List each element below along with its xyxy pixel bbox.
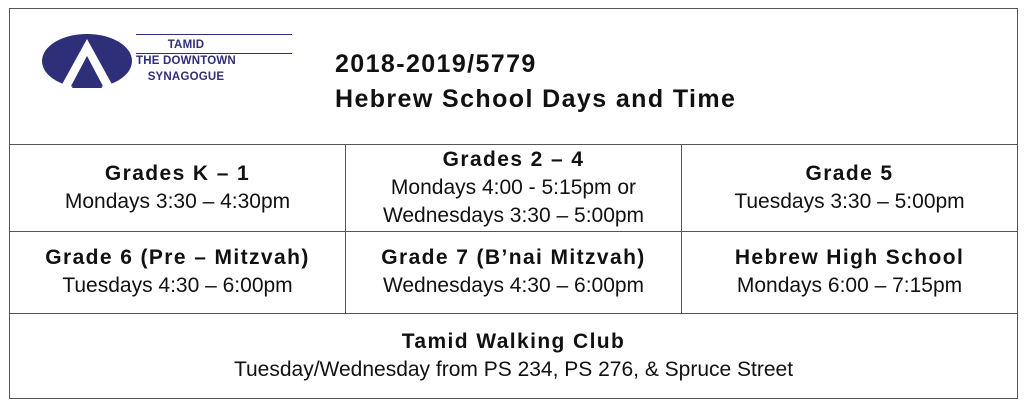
grade-time: Wednesdays 4:30 – 6:00pm <box>382 274 645 298</box>
grade-cell-high-school <box>682 232 1018 313</box>
grade-time: Mondays 6:00 – 7:15pm <box>736 274 963 298</box>
logo-line-downtown: THE DOWNTOWN <box>136 55 236 67</box>
grade-name: Grades K – 1 <box>104 161 251 185</box>
walking-club-cell <box>10 313 1018 398</box>
grades-row-1 <box>10 144 1018 231</box>
title-heading: Hebrew School Days and Time <box>335 85 737 113</box>
grade-name: Grade 5 <box>805 161 894 185</box>
synagogue-logo <box>42 32 302 92</box>
club-row <box>10 313 1018 398</box>
logo-emblem-icon <box>42 32 134 92</box>
logo-line-synagogue: SYNAGOGUE <box>147 71 225 83</box>
grade-name: Grade 7 (B’nai Mitzvah) <box>381 246 646 270</box>
logo-rule-middle <box>136 53 292 54</box>
grade-time: Tuesdays 3:30 – 5:00pm <box>734 189 965 213</box>
header-cell <box>10 9 1018 145</box>
grade-name: Grade 6 (Pre – Mitzvah) <box>45 246 310 270</box>
logo-line-tamid: TAMID <box>167 39 205 51</box>
logo-text <box>136 37 236 85</box>
grade-cell-7 <box>346 232 682 313</box>
grade-time: Mondays 3:30 – 4:30pm <box>64 189 291 213</box>
grade-cell-2-4 <box>346 144 682 231</box>
grade-cell-k-1 <box>10 144 346 231</box>
grade-time: Wednesdays 3:30 – 5:00pm <box>382 203 645 227</box>
schedule-table <box>9 8 1018 399</box>
page-title <box>335 47 736 117</box>
grade-cell-6 <box>10 232 346 313</box>
grade-cell-5 <box>682 144 1018 231</box>
grade-name: Hebrew High School <box>734 246 965 270</box>
club-name: Tamid Walking Club <box>401 329 626 353</box>
grade-time: Mondays 4:00 - 5:15pm or <box>390 175 637 199</box>
title-year: 2018-2019/5779 <box>335 50 537 78</box>
logo-rule-top <box>136 34 292 35</box>
header-row <box>10 9 1018 145</box>
grade-name: Grades 2 – 4 <box>442 147 585 171</box>
club-details: Tuesday/Wednesday from PS 234, PS 276, & Spruce Street <box>233 357 794 381</box>
grades-row-2 <box>10 232 1018 313</box>
grade-time: Tuesdays 4:30 – 6:00pm <box>62 274 293 298</box>
